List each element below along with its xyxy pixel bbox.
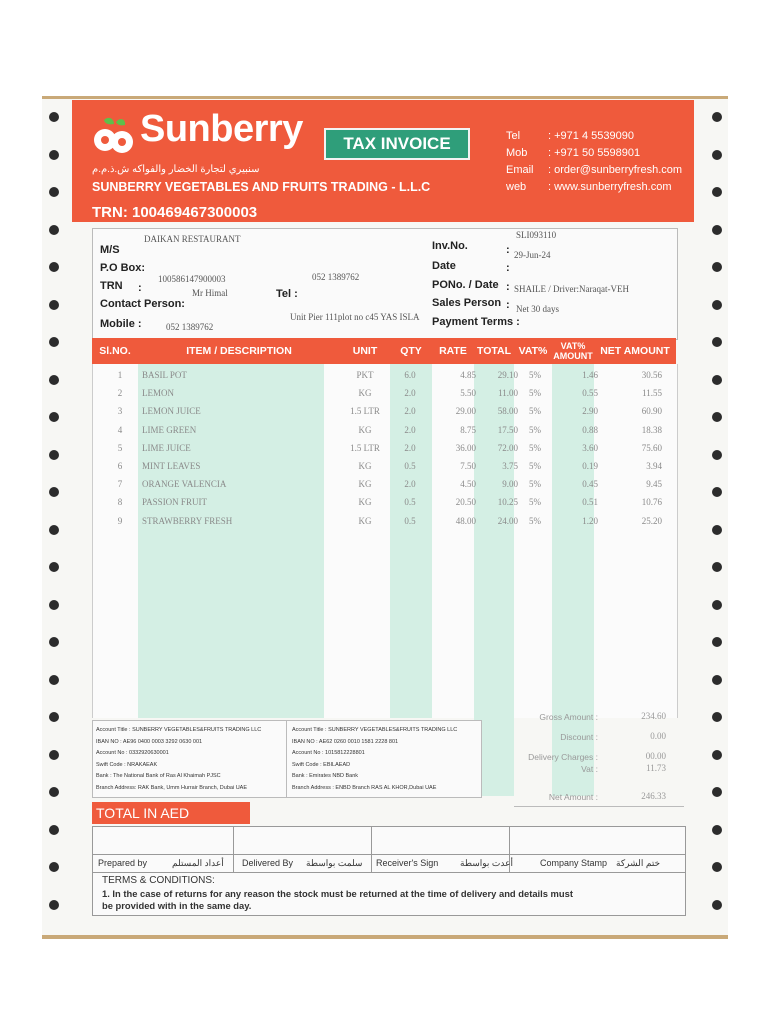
contact-label: Tel [506, 130, 521, 142]
cell-unit: KG [358, 388, 372, 399]
perforation-hole [49, 450, 59, 460]
contact-value: : www.sunberryfresh.com [548, 181, 672, 193]
ms-label: M/S [100, 244, 120, 256]
perforation-hole [49, 187, 59, 197]
contact-web [506, 181, 671, 193]
terms-title: TERMS & CONDITIONS: [102, 875, 215, 886]
cell-total: 17.50 [497, 424, 518, 435]
perforation-hole [712, 787, 722, 797]
cell-qty: 0.5 [404, 497, 416, 508]
contact-label: Mob [506, 147, 528, 159]
cell-vat-percent: 5% [529, 406, 541, 417]
cell-slno: 7 [117, 479, 123, 490]
perforation-hole [49, 600, 59, 610]
perforation-hole [49, 862, 59, 872]
bank-detail-line: Account No : 1015812228801 [292, 750, 365, 756]
contact-label: web [506, 181, 527, 193]
cell-slno: 9 [117, 515, 123, 526]
cell-vat-percent: 5% [529, 424, 541, 435]
vat-label: Vat : [581, 764, 598, 774]
cell-qty: 6.0 [404, 370, 416, 380]
cell-net-amount: 30.56 [641, 370, 662, 380]
col-header-vat: VAT% [518, 345, 548, 357]
perforation-hole [49, 825, 59, 835]
perforation-hole [712, 750, 722, 760]
cell-unit: PKT [356, 370, 374, 380]
perforation-hole [49, 150, 59, 160]
customer-mobile: 052 1389762 [166, 322, 214, 332]
perforation-hole [712, 262, 722, 272]
cell-qty: 2.0 [404, 406, 416, 417]
cell-unit: 1.5 LTR [350, 406, 380, 417]
col-header-net-amount: NET AMOUNT [600, 345, 670, 357]
receiver-sign-label-arabic: أعدت بواسطة [460, 858, 513, 868]
cell-vat-amount: 0.88 [582, 424, 598, 435]
mobile-label: Mobile : [100, 318, 142, 330]
cell-rate: 7.50 [460, 461, 476, 471]
payment-terms-label: Payment Terms : [432, 316, 520, 328]
perforation-hole [49, 225, 59, 235]
cell-vat-amount: 0.51 [582, 497, 598, 508]
cell-total: 72.00 [497, 442, 518, 453]
cell-net-amount: 18.38 [641, 424, 662, 435]
perforation-hole [712, 525, 722, 535]
discount-value: 0.00 [650, 731, 666, 741]
cell-unit: KG [358, 461, 372, 471]
perforation-hole [712, 225, 722, 235]
receiver-sign-label: Receiver's Sign [376, 858, 439, 868]
cell-vat-percent: 5% [529, 461, 541, 471]
brand-name: Sunberry [140, 108, 303, 150]
cell-qty: 0.5 [404, 461, 416, 471]
gross-amount-label: Gross Amount : [539, 712, 598, 722]
col-header-slno: Sl.NO. [99, 345, 131, 357]
sales-person-label: Sales Person [432, 297, 502, 309]
cell-description: MINT LEAVES [142, 461, 201, 471]
cell-total: 9.00 [502, 479, 518, 490]
cell-net-amount: 60.90 [641, 406, 662, 417]
contact-value: : +971 4 5539090 [548, 130, 634, 142]
cell-vat-percent: 5% [529, 442, 541, 453]
perforation-hole [712, 112, 722, 122]
perforation-hole [712, 900, 722, 910]
delivery-charges-value: 00.00 [645, 751, 666, 761]
cell-description: LEMON [142, 388, 174, 399]
perforation-hole [712, 825, 722, 835]
discount-label: Discount : [560, 732, 598, 742]
perforation-hole [712, 300, 722, 310]
cell-net-amount: 11.55 [642, 388, 662, 399]
customer-trn: 100586147900003 [158, 274, 226, 284]
contact-mob [506, 147, 640, 159]
bank-detail-line: Branch Address: RAK Bank, Umm Hurrair Branch, Dubai UAE [96, 784, 248, 791]
totals-divider [514, 806, 684, 807]
company-trn: TRN: 100469467300003 [92, 204, 258, 221]
cell-qty: 2.0 [404, 442, 416, 453]
perforation-hole [712, 862, 722, 872]
contact-value: : order@sunberryfresh.com [548, 164, 683, 176]
cell-rate: 4.85 [460, 370, 476, 380]
prepared-by-label: Prepared by [98, 858, 148, 868]
invno-label: Inv.No. [432, 240, 468, 252]
perforation-hole [712, 187, 722, 197]
cell-vat-percent: 5% [529, 515, 541, 526]
net-amount-value: 246.33 [641, 791, 666, 801]
customer-tel: 052 1389762 [312, 272, 360, 282]
cell-vat-percent: 5% [529, 370, 541, 380]
bank-detail-line: IBAN NO : AE96 0400 0003 3292 0630 001 [96, 738, 203, 745]
cell-unit: 1.5 LTR [350, 442, 380, 453]
delivery-charges-label: Delivery Charges : [528, 752, 598, 762]
perforation-hole [49, 675, 59, 685]
cell-unit: KG [358, 497, 372, 508]
cell-vat-amount: 1.46 [582, 370, 598, 380]
col-header-rate: RATE [439, 345, 467, 357]
cell-net-amount: 10.76 [641, 497, 662, 508]
col-header-qty: QTY [400, 345, 422, 357]
cell-net-amount: 3.94 [646, 461, 662, 471]
perforation-hole [49, 787, 59, 797]
cell-rate: 4.50 [460, 479, 476, 490]
contact-email [506, 164, 682, 176]
cell-description: LIME GREEN [142, 424, 197, 435]
bank-detail-line: Branch Address : ENBD Branch RAS AL KHOR,Dubai UAE [292, 784, 437, 791]
cell-vat-percent: 5% [529, 479, 541, 490]
cell-net-amount: 9.45 [646, 479, 662, 490]
customer-address: Unit Pier 111plot no c45 YAS ISLA [290, 312, 420, 322]
cell-rate: 8.75 [460, 424, 476, 435]
colon: : [506, 244, 510, 256]
cell-slno: 6 [117, 461, 123, 471]
perforation-hole [49, 412, 59, 422]
perforation-hole [49, 900, 59, 910]
perforation-hole [712, 600, 722, 610]
cell-total: 3.75 [502, 461, 518, 471]
delivered-by-label-arabic: سلمت بواسطة [306, 858, 363, 868]
invoice-date: 29-Jun-24 [514, 250, 551, 260]
cell-slno: 5 [117, 442, 123, 453]
perforation-hole [49, 262, 59, 272]
cell-vat-amount: 0.55 [582, 388, 598, 399]
terms-line-1: 1. In the case of returns for any reason the stock must be returned at the time of delivery and details must [102, 888, 573, 899]
perforation-hole [712, 487, 722, 497]
perforation-hole [712, 150, 722, 160]
company-name: SUNBERRY VEGETABLES AND FRUITS TRADING - L.L.C [92, 180, 431, 194]
cell-rate: 20.50 [455, 497, 476, 508]
pobox-label: P.O Box: [100, 262, 146, 274]
col-header-total: TOTAL [476, 345, 512, 357]
cell-rate: 5.50 [460, 388, 476, 399]
cell-slno: 4 [117, 424, 123, 435]
cell-total: 24.00 [497, 515, 518, 526]
cell-vat-percent: 5% [529, 388, 541, 399]
cell-net-amount: 25.20 [641, 515, 662, 526]
cell-description: LEMON JUICE [142, 406, 201, 417]
cell-total: 11.00 [498, 388, 518, 399]
po-label: PONo. / Date [432, 279, 499, 291]
cell-slno: 8 [117, 497, 123, 508]
customer-name: DAIKAN RESTAURANT [144, 234, 241, 244]
cell-vat-amount: 2.90 [582, 406, 598, 417]
perforation-hole [49, 525, 59, 535]
total-in-aed-label: TOTAL IN AED [96, 805, 190, 821]
company-name-arabic: سنبيري لتجارة الخضار والفواكه ش.ذ.م.م [92, 164, 260, 175]
bank-detail-line: Bank : Emirates NBD Bank [292, 773, 359, 779]
delivered-by-label: Delivered By [242, 858, 294, 868]
perforation-hole [712, 375, 722, 385]
perforation-hole [49, 562, 59, 572]
payment-terms-value: Net 30 days [516, 304, 559, 314]
contact-tel [506, 130, 634, 142]
cell-slno: 1 [117, 370, 123, 380]
cell-unit: KG [358, 515, 372, 526]
perforation-hole [712, 562, 722, 572]
gross-amount-value: 234.60 [641, 711, 666, 721]
cell-unit: KG [358, 424, 372, 435]
cell-description: STRAWBERRY FRESH [142, 515, 233, 526]
contact-person-label: Contact Person: [100, 298, 185, 310]
cell-vat-amount: 0.19 [582, 461, 598, 471]
bank-detail-line: Account Title : SUNBERRY VEGETABLES&FRUITS TRADING LLC [96, 727, 262, 733]
cell-qty: 2.0 [404, 424, 416, 435]
cell-description: BASIL POT [142, 370, 187, 380]
colon: : [506, 281, 510, 293]
bank-detail-line: Swift Code : EBILAEAD [292, 761, 351, 768]
cell-total: 58.00 [497, 406, 518, 417]
perforation-hole [49, 637, 59, 647]
cell-total: 10.25 [497, 497, 518, 508]
bank-detail-line: Account No : 0332920630001 [96, 750, 169, 756]
vat-value: 11.73 [646, 763, 666, 773]
trn-colon: : [138, 282, 142, 294]
document-title: TAX INVOICE [324, 128, 470, 160]
cell-description: ORANGE VALENCIA [142, 479, 227, 490]
cell-qty: 2.0 [404, 388, 416, 399]
cell-description: LIME JUICE [142, 442, 191, 453]
contact-person: Mr Himal [192, 288, 228, 298]
perforation-hole [712, 450, 722, 460]
contact-value: : +971 50 5598901 [548, 147, 641, 159]
sunberry-logo-icon [92, 116, 136, 156]
perforation-hole [712, 637, 722, 647]
perforation-hole [712, 337, 722, 347]
company-stamp-label-arabic: ختم الشركة [616, 858, 661, 868]
bank-detail-line: Account Title : SUNBERRY VEGETABLES&FRUITS TRADING LLC [292, 727, 458, 733]
cell-qty: 2.0 [404, 479, 416, 490]
tel-label: Tel : [276, 288, 298, 300]
perforation-hole [49, 337, 59, 347]
cell-net-amount: 75.60 [641, 442, 662, 453]
perforation-hole [49, 712, 59, 722]
cell-slno: 3 [117, 406, 123, 417]
description-column-tint [138, 364, 324, 718]
perforation-hole [49, 375, 59, 385]
cell-total: 29.10 [497, 370, 518, 380]
perforation-hole [712, 412, 722, 422]
cell-vat-amount: 3.60 [582, 442, 598, 453]
perforation-hole [49, 112, 59, 122]
col-header-unit: UNIT [352, 345, 378, 357]
cell-rate: 36.00 [455, 442, 476, 453]
col-header-description: ITEM / DESCRIPTION [186, 345, 292, 357]
cell-vat-percent: 5% [529, 497, 541, 508]
contact-label: Email [506, 164, 534, 176]
colon: : [506, 299, 510, 311]
net-amount-label: Net Amount : [548, 792, 598, 802]
terms-line-2: be provided with in the same day. [102, 900, 252, 911]
prepared-by-label-arabic: أعداد المستلم [172, 858, 224, 868]
perforation-hole [712, 712, 722, 722]
colon: : [506, 262, 510, 274]
po-value: SHAILE / Driver:Naraqat-VEH [514, 284, 629, 294]
date-label: Date [432, 260, 456, 272]
trn-label: TRN [100, 280, 123, 292]
perforation-hole [49, 300, 59, 310]
perforation-hole [49, 750, 59, 760]
cell-vat-amount: 0.45 [582, 479, 598, 490]
bank-detail-line: IBAN NO : AE62 0260 0010 1581 2228 801 [292, 738, 399, 745]
cell-rate: 29.00 [455, 406, 476, 417]
cell-description: PASSION FRUIT [142, 497, 207, 508]
perforation-hole [49, 487, 59, 497]
company-stamp-label: Company Stamp [540, 858, 608, 868]
col-header-vat-amount: VAT% AMOUNT [553, 341, 593, 361]
qty-column-tint [390, 364, 432, 718]
items-table-header [92, 338, 676, 364]
perforation-hole [712, 675, 722, 685]
cell-qty: 0.5 [404, 515, 416, 526]
bank-detail-line: Bank : The National Bank of Ras Al Khaimah PJSC [96, 773, 221, 779]
cell-slno: 2 [117, 388, 123, 399]
cell-unit: KG [358, 479, 372, 490]
cell-rate: 48.00 [455, 515, 476, 526]
bank-detail-line: Swift Code : NRAKAEAK [96, 761, 158, 768]
cell-vat-amount: 1.20 [582, 515, 598, 526]
invoice-number: SLI093110 [516, 230, 557, 240]
